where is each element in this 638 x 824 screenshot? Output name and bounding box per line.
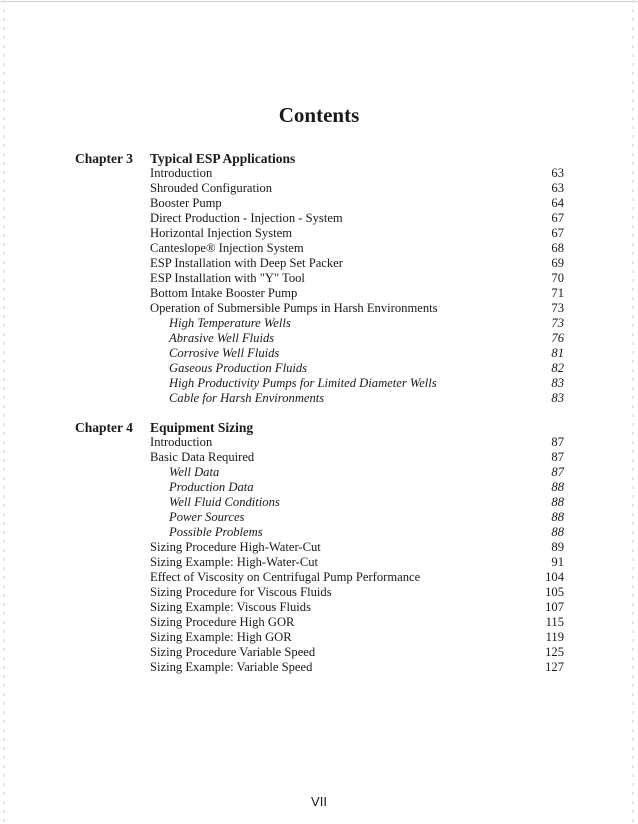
toc-entry-label: Sizing Example: High GOR xyxy=(150,630,292,644)
toc-entry-page-number: 115 xyxy=(545,615,564,629)
toc-entry-label: ESP Installation with Deep Set Packer xyxy=(150,256,343,270)
toc-entry[interactable] xyxy=(0,630,638,645)
toc-entry-page-number: 89 xyxy=(551,540,564,554)
toc-entry-page-number: 76 xyxy=(551,331,564,345)
toc-entry[interactable] xyxy=(0,435,638,450)
page-number-footer: VII xyxy=(311,794,327,809)
toc-entry-label: Well Data xyxy=(169,465,220,479)
toc-entry-label: Direct Production - Injection - System xyxy=(150,211,343,225)
toc-entry[interactable] xyxy=(0,450,638,465)
toc-entry-label: ESP Installation with "Y" Tool xyxy=(150,271,305,285)
toc-entry[interactable] xyxy=(0,271,638,286)
toc-entry-label: Cable for Harsh Environments xyxy=(169,391,325,405)
toc-entry-label: Horizontal Injection System xyxy=(150,226,292,240)
toc-entry[interactable] xyxy=(0,211,638,226)
chapter-number: Chapter 4 xyxy=(75,420,133,435)
toc-subentry[interactable] xyxy=(0,465,638,480)
toc-entry[interactable] xyxy=(0,226,638,241)
toc-entry-page-number: 64 xyxy=(551,196,564,210)
toc-entry[interactable] xyxy=(0,540,638,555)
toc-entry-page-number: 87 xyxy=(551,465,564,479)
toc-subentry[interactable] xyxy=(0,331,638,346)
toc-entry-label: Gaseous Production Fluids xyxy=(169,361,308,375)
toc-entry-label: Sizing Procedure High GOR xyxy=(150,615,295,629)
toc-entry[interactable] xyxy=(0,615,638,630)
toc-subentry[interactable] xyxy=(0,346,638,361)
toc-entry-page-number: 69 xyxy=(551,256,564,270)
toc-entry-page-number: 68 xyxy=(551,241,564,255)
toc-entry-label: Sizing Procedure for Viscous Fluids xyxy=(150,585,332,599)
toc-entry-page-number: 70 xyxy=(551,271,564,285)
toc-subentry[interactable] xyxy=(0,376,638,391)
toc-entry[interactable] xyxy=(0,660,638,675)
toc-entry-page-number: 104 xyxy=(545,570,564,584)
toc-entry-label: Well Fluid Conditions xyxy=(169,495,280,509)
toc-subentry[interactable] xyxy=(0,480,638,495)
toc-entry-page-number: 81 xyxy=(551,346,564,360)
toc-entry-label: Booster Pump xyxy=(150,196,222,210)
toc-entry[interactable] xyxy=(0,645,638,660)
toc-entry-label: Corrosive Well Fluids xyxy=(169,346,280,360)
toc-entry-label: Effect of Viscosity on Centrifugal Pump Performance xyxy=(150,570,421,584)
toc-entry-label: Abrasive Well Fluids xyxy=(169,331,275,345)
toc-entry-page-number: 67 xyxy=(551,211,564,225)
page-top-border xyxy=(0,1,638,2)
toc-entry-page-number: 87 xyxy=(551,450,564,464)
toc-entry-label: Sizing Procedure High-Water-Cut xyxy=(150,540,321,554)
toc-entry[interactable] xyxy=(0,585,638,600)
toc-entry-page-number: 82 xyxy=(551,361,564,375)
toc-entry[interactable] xyxy=(0,555,638,570)
toc-entry-label: Introduction xyxy=(150,166,213,180)
toc-entry-label: Bottom Intake Booster Pump xyxy=(150,286,298,300)
toc-entry-label: Possible Problems xyxy=(169,525,263,539)
toc-entry-page-number: 87 xyxy=(551,435,564,449)
toc-entry-page-number: 125 xyxy=(545,645,564,659)
chapter-title: Equipment Sizing xyxy=(150,420,254,435)
toc-entry[interactable] xyxy=(0,600,638,615)
toc-entry-label: Sizing Example: Variable Speed xyxy=(150,660,313,674)
toc-entry-page-number: 83 xyxy=(551,376,564,390)
toc-entry-page-number: 63 xyxy=(551,166,564,180)
toc-entry-page-number: 91 xyxy=(551,555,564,569)
toc-subentry[interactable] xyxy=(0,495,638,510)
toc-entry-page-number: 73 xyxy=(551,301,564,315)
toc-entry[interactable] xyxy=(0,241,638,256)
toc-entry-label: Production Data xyxy=(169,480,254,494)
toc-entry-page-number: 63 xyxy=(551,181,564,195)
toc-entry-label: Sizing Procedure Variable Speed xyxy=(150,645,316,659)
toc-entry[interactable] xyxy=(0,570,638,585)
toc-subentry[interactable] xyxy=(0,316,638,331)
toc-entry[interactable] xyxy=(0,256,638,271)
toc-entry-label: High Productivity Pumps for Limited Diameter Wells xyxy=(169,376,437,390)
toc-entry-page-number: 88 xyxy=(551,510,564,524)
toc-entry-page-number: 71 xyxy=(551,286,564,300)
toc-entry-label: Canteslope® Injection System xyxy=(150,241,304,255)
toc-entry[interactable] xyxy=(0,196,638,211)
toc-subentry[interactable] xyxy=(0,361,638,376)
toc-subentry[interactable] xyxy=(0,510,638,525)
chapter-4-entries xyxy=(0,435,638,675)
toc-entry-page-number: 73 xyxy=(551,316,564,330)
toc-entry-page-number: 119 xyxy=(545,630,564,644)
toc-subentry[interactable] xyxy=(0,525,638,540)
toc-entry[interactable] xyxy=(0,286,638,301)
toc-entry-label: Power Sources xyxy=(169,510,245,524)
toc-subentry[interactable] xyxy=(0,391,638,406)
toc-entry-page-number: 127 xyxy=(545,660,564,674)
toc-entry-page-number: 88 xyxy=(551,480,564,494)
toc-entry-page-number: 67 xyxy=(551,226,564,240)
toc-entry-page-number: 83 xyxy=(551,391,564,405)
toc-entry[interactable] xyxy=(0,181,638,196)
toc-entry-label: Shrouded Configuration xyxy=(150,181,273,195)
toc-entry[interactable] xyxy=(0,301,638,316)
toc-entry-page-number: 88 xyxy=(551,495,564,509)
toc-entry-page-number: 107 xyxy=(545,600,564,614)
toc-entry-label: Sizing Example: High-Water-Cut xyxy=(150,555,319,569)
toc-entry-label: Operation of Submersible Pumps in Harsh Environments xyxy=(150,301,438,315)
chapter-title: Typical ESP Applications xyxy=(150,151,296,166)
toc-entry-label: High Temperature Wells xyxy=(169,316,291,330)
toc-entry-label: Introduction xyxy=(150,435,213,449)
toc-entry-label: Basic Data Required xyxy=(150,450,255,464)
toc-entry-page-number: 88 xyxy=(551,525,564,539)
chapter-3-entries xyxy=(0,166,638,406)
toc-entry-page-number: 105 xyxy=(545,585,564,599)
toc-entry-label: Sizing Example: Viscous Fluids xyxy=(150,600,311,614)
chapter-number: Chapter 3 xyxy=(75,151,133,166)
page-title: Contents xyxy=(278,103,360,127)
toc-entry[interactable] xyxy=(0,166,638,181)
